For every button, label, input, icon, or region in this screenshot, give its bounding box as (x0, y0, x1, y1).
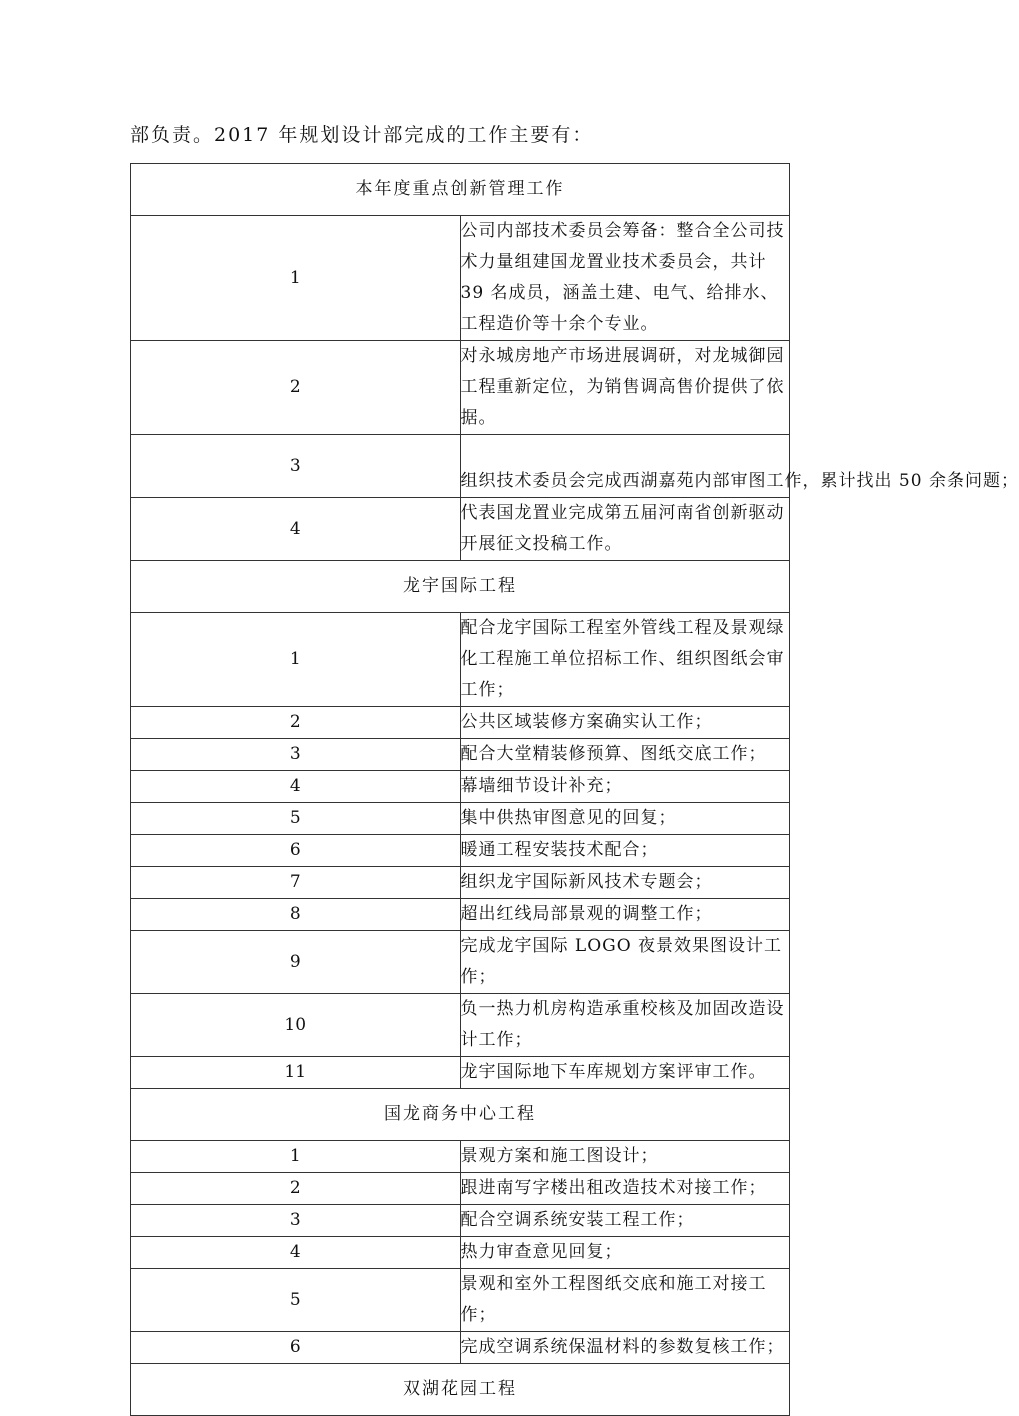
row-number: 3 (131, 739, 461, 771)
table-row (131, 707, 790, 739)
section-title: 国龙商务中心工程 (131, 1089, 790, 1141)
row-text: 暖通工程安装技术配合； (460, 835, 790, 867)
row-text: 配合大堂精装修预算、图纸交底工作； (460, 739, 790, 771)
row-text: 龙宇国际地下车库规划方案评审工作。 (460, 1057, 790, 1089)
row-number: 1 (131, 216, 461, 341)
row-number: 6 (131, 1332, 461, 1364)
row-number: 5 (131, 803, 461, 835)
work-summary-table (130, 163, 1019, 1416)
row-number: 4 (131, 498, 461, 561)
row-text: 幕墙细节设计补充； (460, 771, 790, 803)
row-number: 10 (131, 994, 461, 1057)
section-header-row (131, 1089, 790, 1141)
row-number: 3 (131, 1205, 461, 1237)
table-row (131, 994, 790, 1057)
row-text: 负一热力机房构造承重校核及加固改造设计工作； (460, 994, 790, 1057)
row-number: 8 (131, 899, 461, 931)
row-number: 1 (131, 613, 461, 707)
row-number: 6 (131, 835, 461, 867)
row-number: 2 (131, 341, 461, 435)
table-row (131, 835, 790, 867)
section-title: 双湖花园工程 (131, 1364, 790, 1416)
row-number: 7 (131, 867, 461, 899)
table-row (131, 899, 790, 931)
table-row (131, 1332, 790, 1364)
table-row (131, 613, 790, 707)
table-row (131, 931, 790, 994)
row-text: 代表国龙置业完成第五届河南省创新驱动开展征文投稿工作。 (460, 498, 790, 561)
row-number: 2 (131, 1173, 461, 1205)
row-text: 景观和室外工程图纸交底和施工对接工作； (460, 1269, 790, 1332)
row-number: 4 (131, 771, 461, 803)
row-number: 3 (131, 435, 461, 498)
row-text: 景观方案和施工图设计； (460, 1141, 790, 1173)
row-text: 完成龙宇国际 LOGO 夜景效果图设计工作； (460, 931, 790, 994)
table-row (131, 1057, 790, 1089)
row-text: 配合空调系统安装工程工作； (460, 1205, 790, 1237)
table-row (131, 498, 790, 561)
row-text: 跟进南写字楼出租改造技术对接工作； (460, 1173, 790, 1205)
table-row (131, 867, 790, 899)
table-row (131, 1269, 790, 1332)
table-row (131, 341, 790, 435)
table-row (131, 435, 790, 498)
section-header-row (131, 561, 790, 613)
table-row (131, 1237, 790, 1269)
table-row (131, 739, 790, 771)
row-text: 公共区域装修方案确实认工作； (460, 707, 790, 739)
row-text: 热力审查意见回复； (460, 1237, 790, 1269)
row-number: 1 (131, 1141, 461, 1173)
table-row (131, 771, 790, 803)
section-title: 本年度重点创新管理工作 (131, 164, 790, 216)
row-number: 11 (131, 1057, 461, 1089)
section-header-row (131, 1364, 790, 1416)
row-text: 完成空调系统保温材料的参数复核工作； (460, 1332, 790, 1364)
row-text: 集中供热审图意见的回复； (460, 803, 790, 835)
table-row (131, 1205, 790, 1237)
table-row (131, 803, 790, 835)
row-text: 对永城房地产市场进展调研，对龙城御园工程重新定位，为销售调高售价提供了依据。 (460, 341, 790, 435)
row-text: 超出红线局部景观的调整工作； (460, 899, 790, 931)
row-number: 5 (131, 1269, 461, 1332)
table-row (131, 1173, 790, 1205)
section-header-row (131, 164, 790, 216)
table-row (131, 216, 790, 341)
intro-text: 部负责。2017 年规划设计部完成的工作主要有： (130, 124, 594, 146)
row-number: 2 (131, 707, 461, 739)
row-number: 9 (131, 931, 461, 994)
row-text: 公司内部技术委员会筹备：整合全公司技术力量组建国龙置业技术委员会，共计 39 名成员，涵盖土建、电气、给排水、工程造价等十余个专业。 (460, 216, 790, 341)
row-text: 配合龙宇国际工程室外管线工程及景观绿化工程施工单位招标工作、组织图纸会审工作； (460, 613, 790, 707)
row-text: 组织技术委员会完成西湖嘉苑内部审图工作，累计找出 50 余条问题； (460, 435, 790, 498)
row-text: 组织龙宇国际新风技术专题会； (460, 867, 790, 899)
table-row (131, 1141, 790, 1173)
row-number: 4 (131, 1237, 461, 1269)
section-title: 龙宇国际工程 (131, 561, 790, 613)
